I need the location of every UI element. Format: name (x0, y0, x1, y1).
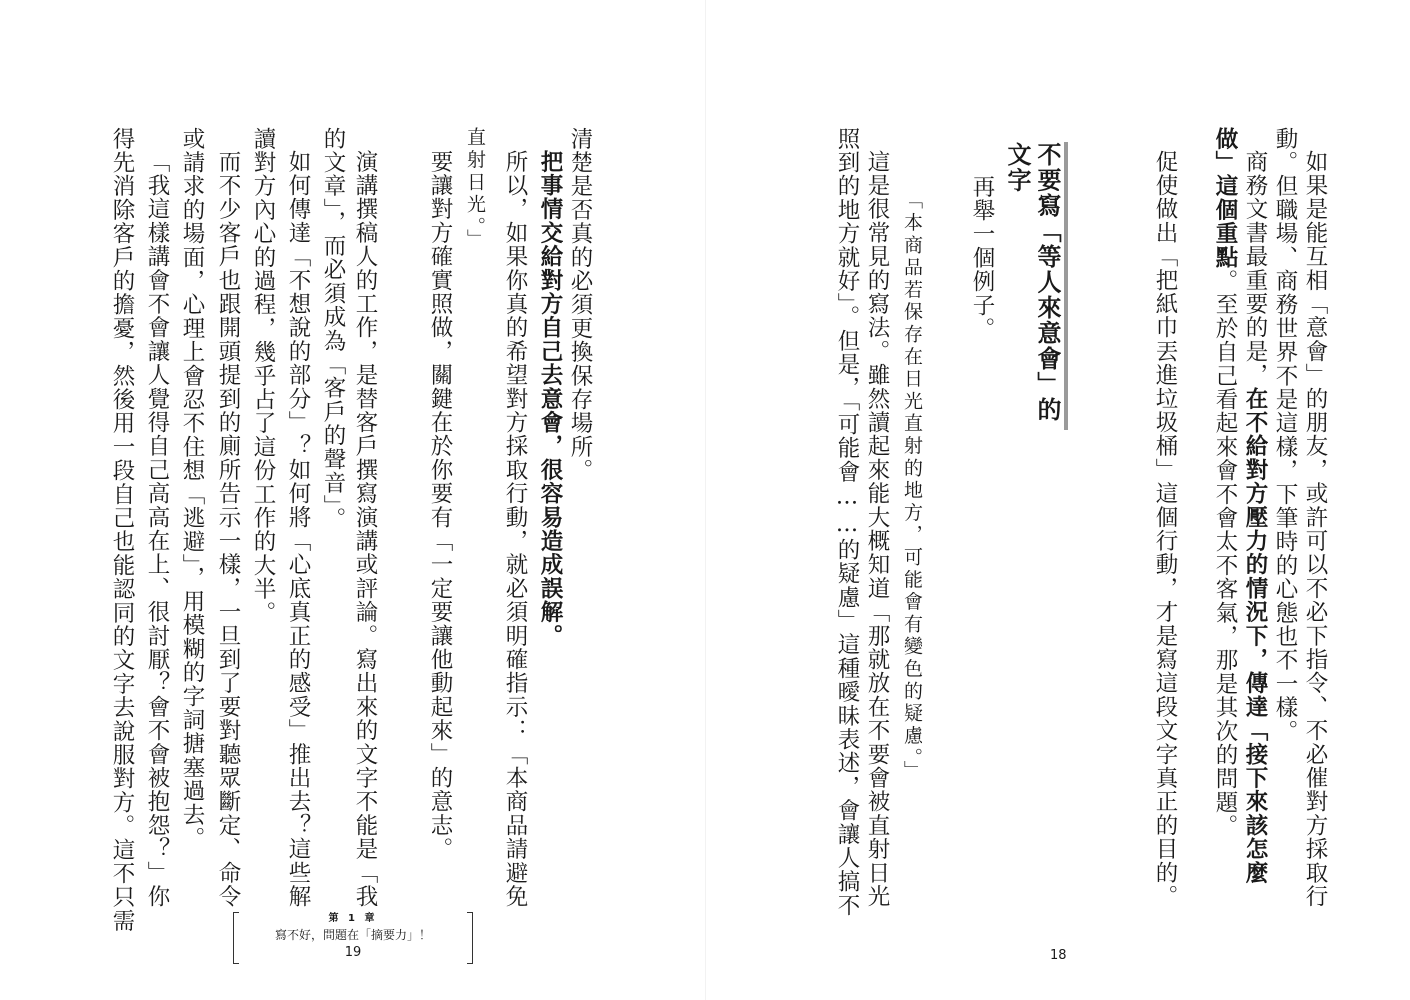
emphasis-text: 在不給對方壓力的情況下，傳達「接下來該怎麼 (1242, 387, 1268, 885)
body-column: 得先消除客戶的擔憂，然後用一段自己也能認同的文字去說服對方。這不只需 (109, 127, 135, 933)
emphasis-text: 做」這個重點 (1212, 127, 1238, 270)
footer-bracket-left (233, 912, 239, 964)
body-column: 促使做出「把紙巾丟進垃圾桶」這個行動，才是寫這段文字真正的目的。 (1152, 150, 1178, 909)
chapter-title: 寫不好，問題在「摘要力」！ (274, 928, 431, 942)
body-column: 照到的地方就好」。但是，「可能會……的疑慮」這種曖昧表述，會讓人搞不 (834, 127, 860, 918)
emphasis-text: 把事情交給對方自己去意會，很容易造成誤解。 (537, 150, 563, 648)
chapter-number: 第 1 章 (328, 913, 378, 924)
quote-column: 直射日光。」 (464, 127, 486, 252)
body-column: 動。但職場、商務世界不是這樣，下筆時的心態也不一樣。 (1272, 127, 1298, 744)
body-column: 「我這樣講會不會讓人覺得自己高高在上、很討厭？會不會被抱怨？」你 (144, 150, 170, 909)
body-column: 再舉一個例子。 (969, 175, 995, 341)
body-column: 而不少客戶也跟開頭提到的廁所告示一樣，一旦到了要對聽眾斷定、命令 (215, 150, 241, 909)
body-column: 或請求的場面，心理上會忍不住想「逃避」，用模糊的字詞搪塞過去。 (179, 127, 205, 851)
body-column: 所以，如果你真的希望對方採取行動，就必須明確指示：「本商品請避免 (502, 150, 528, 909)
body-column: 如果是能互相「意會」的朋友，或許可以不必下指令、不必催對方採取行 (1302, 150, 1328, 909)
body-column: 這是很常見的寫法。雖然讀起來能大概知道「那就放在不要會被直射日光 (864, 150, 890, 909)
body-column: 要讓對方確實照做，關鍵在於你要有「一定要讓他動起來」的意志。 (427, 150, 453, 861)
body-column (535, 150, 565, 648)
body-column: 做」這個重點。至於自己看起來會不會太不客氣，那是其次的問題。 (1212, 127, 1238, 839)
page-number: 18 (1050, 948, 1067, 963)
footer-bracket-right (467, 912, 473, 964)
body-column: 的文章」，而必須成為「客戶的聲音」。 (320, 127, 346, 532)
body-column: 商務文書最重要的是，在不給對方壓力的情況下，傳達「接下來該怎麼 (1242, 150, 1268, 885)
heading-accent-bar (1064, 142, 1068, 430)
section-heading: 不要寫「等人來意會」的文字 (1003, 142, 1061, 423)
body-column: 清楚是否真的必須更換保存場所。 (567, 127, 593, 483)
body-column: 演講撰稿人的工作，是替客戶撰寫演講或評論。寫出來的文字不能是「我 (352, 150, 378, 909)
body-column: 讀對方內心的過程，幾乎占了這份工作的大半。 (250, 127, 276, 625)
page-number: 19 (344, 945, 362, 960)
spread-gutter (705, 0, 706, 1000)
quote-column: 「本商品若保存在日光直射的地方，可能會有變色的疑慮。」 (901, 190, 923, 783)
running-footer (233, 912, 473, 964)
body-column: 如何傳達「不想說的部分」？如何將「心底真正的感受」推出去？這些解 (285, 150, 311, 909)
